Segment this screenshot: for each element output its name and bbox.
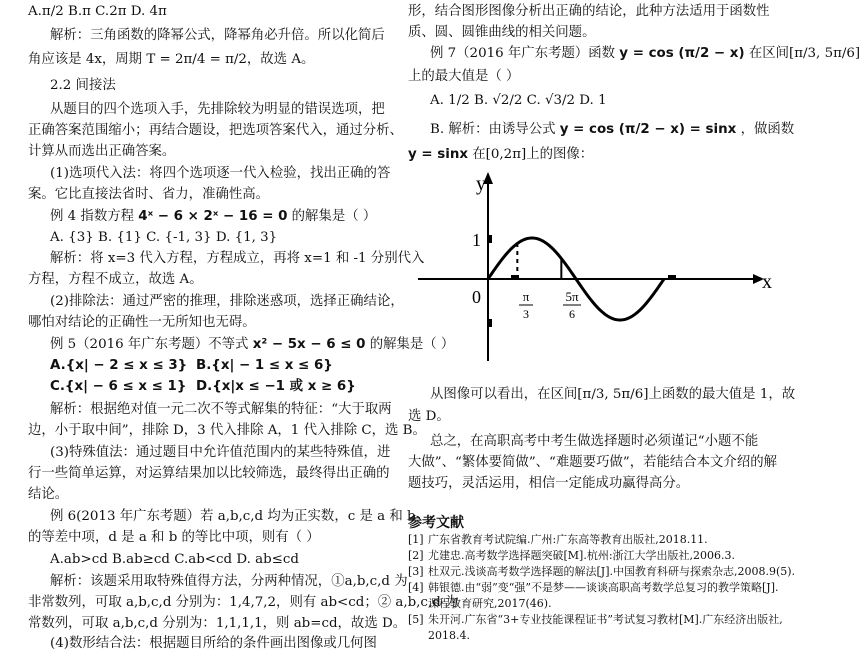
y-tick-label: 1 [472, 230, 481, 250]
elimination-line2: 哪怕对结论的正确性一无所知也无碍。 [28, 315, 256, 330]
special-value-line2: 行一些简单运算，对运算结果加以比较筛选，最终得出正确的 [28, 466, 390, 481]
example3-options: A.π/2 B.π C.2π D. 4π [28, 4, 167, 19]
y-tick-neg1 [488, 319, 492, 327]
reference-text: 朱开河.广东省“3+专业技能课程证书”考试复习教材[M].广东经济出版社, [428, 613, 783, 626]
option-substitution-line1: (1)选项代入法：将四个选项逐一代入检验，找出正确的答 [50, 166, 391, 181]
reference-item [408, 629, 470, 643]
graphic-method-line3: 质、圆、圆锥曲线的相关问题。 [408, 25, 596, 40]
reference-text: 杜双元.浅谈高考数学选择题的解法[J].中国教育科研与探索杂志,2008.9(5). [428, 565, 796, 578]
x-tick-label-pi-over-3 [523, 289, 530, 304]
x-tick-2pi [668, 275, 676, 279]
indirect-method-line3: 计算从而选出正确答案。 [28, 144, 176, 159]
example6-question-line2: 的等差中项，d 是 a 和 b 的等比中项，则有（ ） [28, 530, 320, 545]
special-value-line1: (3)特殊值法：通过题目中允许值范围内的某些特殊值，进 [50, 445, 391, 460]
reference-text: 尤建忠.高考数学选择题突破[M].杭州:浙江大学出版社,2006.3. [428, 549, 736, 562]
example5-option-c: C.{x| − 6 ≤ x ≤ 1} [50, 379, 187, 394]
reference-number: [5] [408, 613, 424, 626]
example5-analysis-line2: 边，小于取中间”，排除 D，3 代入排除 A，1 代入排除 C，选 B。 [28, 423, 426, 438]
reference-item [408, 565, 795, 579]
example6-analysis-line1: 解析：该题采用取特殊值得方法，分两种情况，①a,b,c,d 为 [50, 574, 408, 589]
example7-conclusion-line2: 选 D。 [408, 409, 450, 424]
example4-analysis-line1: 解析：将 x=3 代入方程，方程成立，再将 x=1 和 -1 分别代入 [50, 251, 425, 266]
example7-analysis-line2 [408, 145, 593, 164]
example7-interval: 在区间[π/3, 5π/6] [748, 46, 860, 61]
example7-question-line2: 上的最大值是（ ） [408, 69, 520, 84]
example7-identity: y = cos (π/2 − x) = sinx [559, 122, 737, 137]
x-tick-label-2-den: 6 [569, 307, 575, 321]
reference-number: [4] [408, 581, 424, 594]
option-substitution-line2: 案。它比直接法省时、省力，准确性高。 [28, 187, 270, 202]
example4-options: A. {3} B. {1} C. {-1, 3} D. {1, 3} [50, 230, 278, 245]
indirect-method-line1: 从题目的四个选项入手，先排除较为明显的错误选项，把 [50, 102, 385, 117]
example6-question-line1: 例 6(2013 年广东考题）若 a,b,c,d 均为正实数，c 是 a 和 b [50, 509, 416, 524]
example5-analysis-line1: 解析：根据绝对值一元二次不等式解集的特征：“大于取两 [50, 402, 392, 417]
y-axis-label: y [476, 173, 486, 195]
elimination-line1: (2)排除法：通过严密的推理，排除迷惑项，选择正确结论， [50, 294, 404, 309]
example7-conclusion-line1: 从图像可以看出，在区间[π/3, 5π/6]上函数的最大值是 1，故 [430, 387, 796, 402]
x-tick-label-5pi-over-6: 5π [565, 289, 579, 304]
example4-question [50, 207, 376, 226]
summary-line2: 大做”、“繁体要简做”、“难题要巧做”，若能结合本文介绍的解 [408, 455, 777, 470]
example5-option-a: A.{x| − 2 ≤ x ≤ 3} [50, 358, 188, 373]
graphic-method-line2: 形，结合图形图像分析出正确的结论，此种方法适用于函数性 [408, 4, 770, 19]
reference-item [408, 597, 552, 611]
example3-analysis-line1: 解析：三角函数的降幂公式，降幂角必升倍。所以化简后 [50, 28, 385, 43]
reference-item [408, 581, 778, 595]
x-tick-label-1-num: π [522, 289, 530, 304]
example7-label: 例 7（2016 年广东考题）函数 [430, 46, 616, 61]
example7-analysis-suffix: ，做函数 [740, 122, 795, 137]
example4-label: 例 4 指数方程 [50, 209, 134, 224]
example7-options: A. 1/2 B. √2/2 C. √3/2 D. 1 [430, 93, 607, 108]
example7-analysis-line1 [430, 120, 794, 139]
x-tick-label-1-den: 3 [523, 307, 529, 321]
indirect-method-line2: 正确答案范围缩小；再结合题设，把选项答案代入，通过分析、 [28, 123, 403, 138]
example5-label: 例 5（2016 年广东考题）不等式 [50, 337, 249, 352]
reference-number: [1] [408, 533, 424, 546]
reference-text: 2018.4. [428, 629, 470, 642]
origin-label: 0 [472, 287, 481, 307]
reference-number: [3] [408, 565, 424, 578]
reference-text: 广东省教育考试院编.广州:广东高等教育出版社,2018.11. [428, 533, 708, 546]
summary-line1: 总之，在高职高考中考生做选择题时必须谨记“小题不能 [430, 434, 759, 449]
example7-question [430, 44, 860, 63]
example5-suffix: 的解集是（ ） [369, 337, 455, 352]
example7-domain: 在[0,2π]上的图像： [472, 147, 594, 162]
example6-options: A.ab>cd B.ab≥cd C.ab<cd D. ab≤cd [50, 552, 299, 567]
example7-sinx: y = sinx [408, 147, 469, 162]
example6-analysis-line3: 常数列，可取 a,b,c,d 分别为：1,1,1,1，则 ab=cd，故选 D。 [28, 616, 407, 631]
example4-suffix: 的解集是（ ） [291, 209, 377, 224]
reference-item [408, 613, 783, 627]
example5-option-b: B.{x| − 1 ≤ x ≤ 6} [196, 358, 333, 373]
example7-function: y = cos (π/2 − x) [619, 46, 745, 61]
reference-number: [2] [408, 549, 424, 562]
graphic-method-line1: (4)数形结合法：根据题目所给的条件画出图像或几何图 [50, 636, 377, 651]
references-title: 参考文献 [408, 515, 464, 531]
sine-graph [408, 166, 780, 366]
example4-equation: 4ˣ − 6 × 2ˣ − 16 = 0 [138, 209, 288, 224]
special-value-line3: 结论。 [28, 487, 69, 502]
reference-item [408, 533, 708, 547]
example5-question [50, 335, 454, 354]
example6-analysis-line2: 非常数列，可取 a,b,c,d 分别为：1,4,7,2，则有 ab<cd；② a,b,c,d 为 [28, 595, 459, 610]
summary-line3: 题技巧，灵活运用，相信一定能成功赢得高分。 [408, 476, 690, 491]
reference-text: 韩银德.由“弱”变“强”不是梦——谈谈高职高考数学总复习的教学策略[J]. [428, 581, 779, 594]
reference-text: 课程教育研究,2017(46). [428, 597, 552, 610]
example5-inequality: x² − 5x − 6 ≤ 0 [252, 337, 366, 352]
reference-item [408, 549, 735, 563]
example5-option-d: D.{x|x ≤ −1 或 x ≥ 6} [196, 379, 356, 394]
y-tick-1 [488, 235, 492, 243]
example7-analysis-label: B. 解析：由诱导公式 [430, 122, 556, 137]
section-heading-2-2: 2.2 间接法 [50, 78, 116, 93]
example4-analysis-line2: 方程，方程不成立，故选 A。 [28, 272, 203, 287]
example3-analysis-line2: 角应该是 4x，周期 T = 2π/4 = π/2，故选 A。 [28, 52, 315, 67]
x-axis-label: x [762, 271, 772, 293]
